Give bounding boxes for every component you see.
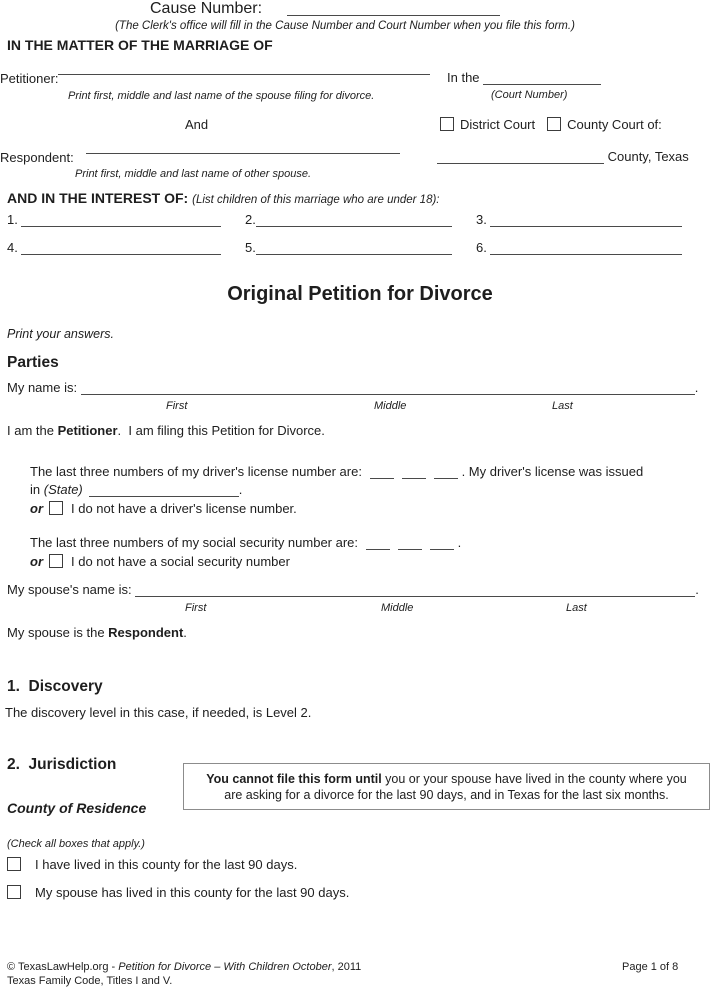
dl-text: . My driver's license was issued: [461, 464, 644, 479]
no-drivers-license-checkbox[interactable]: [49, 501, 63, 515]
cause-number-field[interactable]: [287, 2, 500, 16]
period: .: [238, 482, 243, 497]
child-number: 5.: [245, 240, 256, 255]
name-col-middle: Middle: [374, 400, 407, 412]
discovery-body: The discovery level in this case, if needed, is Level 2.: [5, 705, 312, 720]
cause-number-label: Cause Number:: [150, 0, 263, 17]
county-court-label: County Court of:: [567, 117, 662, 132]
court-number-row: [447, 71, 601, 86]
statement-text: My spouse is the: [7, 625, 109, 640]
district-court-label: District Court: [460, 117, 536, 132]
check-all-note: (Check all boxes that apply.): [7, 838, 145, 850]
spouse-lived-label: My spouse has lived in this county for the last 90 days.: [35, 885, 350, 900]
my-name-field[interactable]: [81, 381, 695, 395]
page-title: Original Petition for Divorce: [227, 283, 493, 305]
spouse-name-field[interactable]: [135, 583, 695, 597]
district-court-checkbox[interactable]: [440, 117, 454, 131]
my-name-label: My name is:: [7, 380, 81, 395]
ssn-digit-2-field[interactable]: [398, 537, 422, 550]
respondent-name-field[interactable]: [86, 140, 400, 154]
petitioner-word: Petitioner: [57, 423, 118, 438]
no-ssn-label: I do not have a social security number: [71, 554, 290, 569]
respondent-word: Respondent: [108, 625, 184, 640]
child-6-field[interactable]: [490, 241, 682, 255]
footer-code-reference: Texas Family Code, Titles I and V.: [7, 975, 173, 987]
print-note: Print your answers.: [7, 327, 114, 341]
children-row-2b: [245, 241, 452, 256]
ssn-line-2: [30, 554, 290, 570]
discovery-heading: 1. Discovery: [7, 678, 103, 695]
dl-line-3: [30, 501, 297, 517]
interest-row: [7, 190, 440, 208]
county-row: [437, 150, 689, 165]
dl-digit-2-field[interactable]: [402, 466, 426, 479]
or-word: or: [30, 501, 43, 516]
period: .: [457, 535, 462, 550]
children-row-1: [7, 213, 221, 228]
court-number-hint: (Court Number): [491, 89, 568, 101]
no-ssn-checkbox[interactable]: [49, 554, 63, 568]
petitioner-hint: Print first, middle and last name of the spouse filing for divorce.: [68, 90, 375, 102]
page-indicator: Page 1 of 8: [622, 961, 679, 973]
no-drivers-license-label: I do not have a driver's license number.: [71, 501, 297, 516]
jurisdiction-heading: 2. Jurisdiction: [7, 756, 117, 773]
period: .: [183, 625, 187, 640]
child-number: 3.: [476, 212, 491, 227]
child-4-field[interactable]: [21, 241, 221, 255]
footer-copyright: [7, 961, 361, 974]
child-1-field[interactable]: [21, 213, 221, 227]
petitioner-statement: [7, 424, 325, 439]
county-residence-heading: County of Residence: [7, 800, 147, 816]
clerk-note: (The Clerk's office will fill in the Cause Number and Court Number when you file this form.): [115, 20, 575, 32]
spouse-name-row: [7, 583, 699, 598]
matter-heading: IN THE MATTER OF THE MARRIAGE OF: [7, 37, 273, 53]
children-row-2c: [476, 241, 682, 256]
interest-note: (List children of this marriage who are under 18):: [192, 194, 440, 206]
court-type-row: [440, 117, 662, 133]
interest-heading: AND IN THE INTEREST OF:: [7, 190, 193, 206]
dl-digit-3-field[interactable]: [434, 466, 458, 479]
county-court-checkbox[interactable]: [547, 117, 561, 131]
period: .: [695, 582, 699, 597]
children-row-1b: [245, 213, 452, 228]
children-row-1c: [476, 213, 682, 228]
ssn-line-1: [30, 536, 461, 551]
spouse-col-last: Last: [566, 602, 587, 614]
name-col-first: First: [166, 400, 188, 412]
or-word: or: [30, 554, 43, 569]
child-number: 2.: [245, 212, 256, 227]
residence-checkbox-row-1: [7, 857, 297, 873]
dl-text: The last three numbers of my driver's license number are:: [30, 464, 366, 479]
petitioner-name-field[interactable]: [58, 61, 430, 75]
warning-bold-text: You cannot file this form until: [206, 772, 382, 786]
i-lived-label: I have lived in this county for the last 90 days.: [35, 857, 298, 872]
spouse-lived-checkbox[interactable]: [7, 885, 21, 899]
ssn-digit-1-field[interactable]: [366, 537, 390, 550]
petitioner-label: Petitioner:: [0, 71, 59, 86]
dl-line-1: [30, 465, 643, 480]
child-2-field[interactable]: [256, 213, 452, 227]
ssn-digit-3-field[interactable]: [430, 537, 454, 550]
my-name-row: [7, 381, 698, 396]
residence-checkbox-row-2: [7, 885, 349, 901]
warning-text: you or your spouse have lived in the county where you: [381, 772, 687, 786]
period: .: [694, 380, 699, 395]
respondent-hint: Print first, middle and last name of other spouse.: [75, 168, 312, 180]
child-number: 6.: [476, 240, 491, 255]
footer-text: © TexasLawHelp.org -: [7, 961, 119, 973]
children-row-2: [7, 241, 221, 256]
county-texas-label: County, Texas: [604, 149, 689, 164]
footer-doc-title: Petition for Divorce – With Children October: [118, 961, 332, 973]
parties-heading: Parties: [7, 354, 59, 371]
and-label: And: [185, 117, 209, 132]
statement-text: . I am filing this Petition for Divorce.: [117, 423, 325, 438]
court-number-field[interactable]: [483, 72, 601, 85]
respondent-statement: [7, 626, 187, 641]
respondent-label: Respondent:: [0, 150, 74, 165]
spouse-name-label: My spouse's name is:: [7, 582, 136, 597]
child-5-field[interactable]: [256, 241, 452, 255]
warning-text: are asking for a divorce for the last 90 days, and in Texas for the last six months.: [224, 788, 669, 802]
dl-text: in: [30, 482, 44, 497]
child-number: 4.: [7, 240, 22, 255]
dl-state-field[interactable]: [89, 483, 239, 497]
ssn-text: The last three numbers of my social security number are:: [30, 535, 362, 550]
spouse-col-first: First: [185, 602, 207, 614]
child-number: 1.: [7, 212, 22, 227]
dl-digit-1-field[interactable]: [370, 466, 394, 479]
statement-text: I am the: [7, 423, 58, 438]
footer-text: , 2011: [331, 961, 362, 973]
in-the-label: In the: [447, 70, 484, 85]
name-col-last: Last: [552, 400, 573, 412]
state-label: (State): [43, 482, 83, 497]
child-3-field[interactable]: [490, 213, 682, 227]
filing-warning-box: [183, 763, 710, 810]
i-lived-checkbox[interactable]: [7, 857, 21, 871]
spouse-col-middle: Middle: [381, 602, 414, 614]
dl-line-2: [30, 483, 242, 498]
county-name-field[interactable]: [437, 151, 604, 164]
